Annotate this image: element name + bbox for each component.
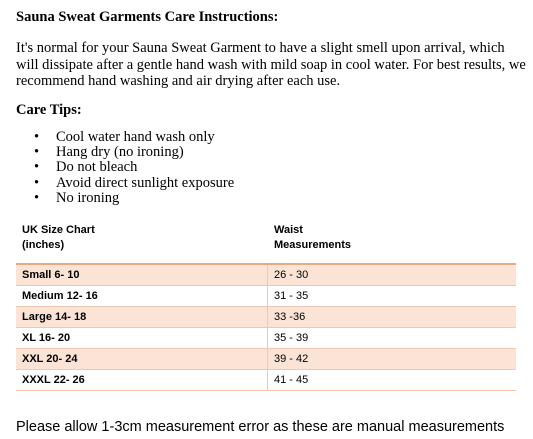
page-title: Sauna Sweat Garments Care Instructions: xyxy=(16,9,279,25)
care-tip-item: • Hang dry (no ironing) xyxy=(34,145,234,160)
care-tip-item: • Avoid direct sunlight exposure xyxy=(34,176,234,191)
size-chart-table xyxy=(16,220,516,391)
waist-cell: 26 - 30 xyxy=(274,269,309,281)
table-row xyxy=(16,307,516,328)
waist-column-header xyxy=(268,220,516,263)
care-tip-item: • No ironing xyxy=(34,191,234,206)
size-cell: XXL 20- 24 xyxy=(16,349,268,369)
table-row xyxy=(16,370,516,391)
size-cell: Large 14- 18 xyxy=(16,307,268,327)
intro-paragraph: It's normal for your Sauna Sweat Garment to have a slight smell upon arrival, which will dissipate after a gentle hand wash with mild soap in cool water. For best results, we recommend hand washing and air drying after each use. xyxy=(16,40,526,89)
care-tips-heading: Care Tips: xyxy=(16,102,82,118)
waist-cell: 41 - 45 xyxy=(274,374,309,386)
care-tip-item: • Do not bleach xyxy=(34,160,234,175)
size-cell: XXXL 22- 26 xyxy=(16,370,268,390)
waist-cell: 39 - 42 xyxy=(274,353,309,365)
waist-column-header-line2: Measurements xyxy=(274,239,352,251)
table-row xyxy=(16,328,516,349)
waist-column-header-line1: Waist xyxy=(274,224,303,236)
care-tip-item: • Cool water hand wash only xyxy=(34,130,234,145)
table-row xyxy=(16,286,516,307)
size-column-header xyxy=(16,220,268,263)
waist-cell: 33 -36 xyxy=(274,311,306,323)
size-cell: Small 6- 10 xyxy=(16,265,268,285)
size-cell: Medium 12- 16 xyxy=(16,286,268,306)
size-chart-header xyxy=(16,220,516,264)
size-cell: XL 16- 20 xyxy=(16,328,268,348)
table-row xyxy=(16,264,516,286)
size-column-header-line1: UK Size Chart xyxy=(22,224,95,236)
size-column-header-line2: (inches) xyxy=(22,239,65,251)
waist-cell: 35 - 39 xyxy=(274,332,309,344)
care-tips-list xyxy=(34,130,234,206)
measurement-note: Please allow 1-3cm measurement error as these are manual measurements xyxy=(16,419,505,435)
waist-cell: 31 - 35 xyxy=(274,290,309,302)
table-row xyxy=(16,349,516,370)
